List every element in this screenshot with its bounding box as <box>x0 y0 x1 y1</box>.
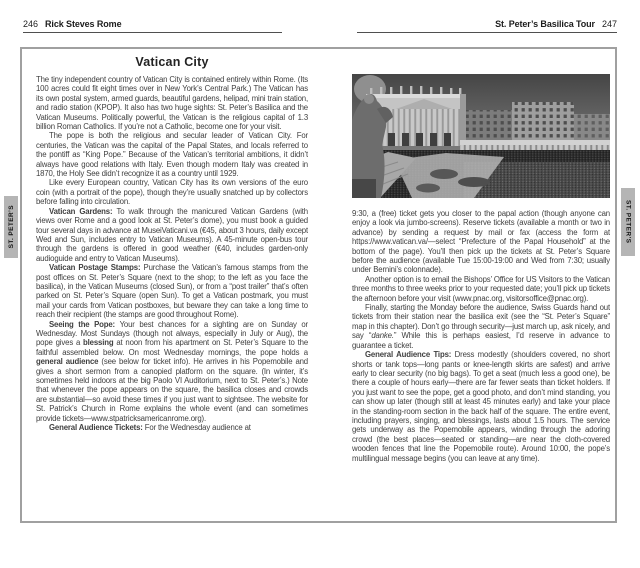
paragraph: The tiny independent country of Vatican City is contained entirely within Rome. (Its 100 acres could fit eight times over in New York’s Central Park.) The Vatican has its own postal system, armed guards, beautiful gardens, helipad, mini train station, and radio station (KPOP). It also has two huge sights: St. Peter’s Basilica and the Vatican Museums. Politically powerful, the Vatican is the religious capital of 1.3 billion Roman Catholics. If you’re not a Catholic, become one for your visit. <box>36 75 308 132</box>
header-left <box>23 19 121 29</box>
paragraph: The pope is both the religious and secular leader of Vatican City. For centuries, the Vatican was the capital of the Papal States, and locals referred to the pontiff as “King Pope.” Because of the Vatican’s territorial ambitions, it didn’t always have good relations with Italy. Even though modern Italy was created in 1870, the Holy See didn’t recognize it as a country until 1929. <box>36 131 308 179</box>
paragraph: 9:30, a (free) ticket gets you closer to the papal action (though anyone can enjoy a look via jumbo-screens). Reserve tickets (available a month or two in advance) by sending a request by mail or fax (access the form at https://www.vatican.va/—select “Prefecture of the Papal Household” at the bottom of the page). You’ll then pick up the tickets at St. Peter’s Square before the audience (available Tue 15:00-19:00 and Wed from 7:30; usually under Bernini’s colonnade). <box>352 209 610 275</box>
book-title: Rick Steves Rome <box>45 19 122 29</box>
left-text-column <box>36 75 308 513</box>
chapter-tab-left <box>4 196 18 258</box>
header-right <box>495 19 617 29</box>
paragraph: Another option is to email the Bishops’ Office for US Visitors to the Vatican three months to three weeks prior to your requested date; you’ll pick up tickets the afternoon before your visit (www.pnac.org, visitorsoffice@pnac.org). <box>352 274 610 303</box>
chapter-tab-label: ST. PETER’S <box>7 205 15 249</box>
st-peters-square-audience-photo <box>352 74 610 198</box>
paragraph: Like every European country, Vatican City has its own versions of the euro coin (with a portrait of the pope), though they’re usually snatched up by collectors before falling into circulation. <box>36 178 308 207</box>
header-rule-right <box>357 32 617 33</box>
paragraph: Vatican Gardens: To walk through the manicured Vatican Gardens (with views over Rome and a good look at St. Peter’s dome), you must book a guided tour several days in advance at MuseiVaticani.va (€45, about 3 hours, daily except Wed and Sun, includes entry to Vatican Museums). A 45-minute open-bus tour through the gardens is offered in good weather (€40, includes garden-only audioguide and entry to Vatican Museums). <box>36 206 308 263</box>
chapter-title: St. Peter’s Basilica Tour <box>495 19 595 29</box>
right-text-column <box>352 209 610 515</box>
paragraph: General Audience Tickets: For the Wednesday audience at <box>49 423 251 433</box>
chapter-tab-right <box>621 188 635 256</box>
page-number-left: 246 <box>23 19 39 29</box>
paragraph: Finally, starting the Monday before the audience, Swiss Guards hand out tickets from their station near the basilica exit (see the “St. Peter’s Square” map in this chapter). Don’t go through security—just march up, ask nicely, and say “danke.” While this is perhaps easiest, I’d reserve in advance to guarantee a ticket. <box>352 303 610 350</box>
sidebar-title: Vatican City <box>135 55 209 69</box>
paragraph: Vatican Postage Stamps: Purchase the Vatican’s famous stamps from the post offices on St. Peter’s Square (next to the shop; to the left as you face the basilica), in the Vatican Museums (closed Sun), or from a “post trailer” that’s often parked on St. Peter’s Square (open Sun). To get a Vatican postmark, you must mail your cards from Vatican postboxes, but beware they can take a long time to reach their recipient (the stamps are good throughout Rome). <box>36 263 308 320</box>
paragraph: Seeing the Pope: Your best chances for a sighting are on Sunday or Wednesday. Most Sundays (though not always, especially in July or Aug), the pope gives a blessing at noon from his apartment on St. Peter’s Square to the faithful assembled below. On most Wednesday mornings, the pope holds a general audience (see below for ticket info). He arrives in his Popemobile and gives a short sermon from a canopied platform on the square. (In winter, it’s sometimes held indoors at the big Paolo VI Auditorium, next to St. Peter’s.) Note that whenever the pope appears on the square, the basilica closes and crowds are substantial—so avoid these times if you just want to sightsee. The website for St. Patrick’s Church in Rome explains the whole event (and can sometimes provide tickets—www.stpatricksamericanrome.org). <box>36 319 308 423</box>
header-rule-left <box>23 32 282 33</box>
paragraph: General Audience Tips: Dress modestly (shoulders covered, no short shorts or tank tops—long pants or knee-length skirts are safest) and arrive early to clear security (no big bags). To get a seat (much less a good one), be there a couple of hours early—there are far fewer seats than ticket holders. If you just want to see the pope, get a good photo, and don’t mind standing, you can show up later (though still at least 45 minutes early) and take your place in the standing-room section in the back half of the square. The entire event, including prayers, singing, and blessings, lasts about 1.5 hours. The service gets underway as the Popemobile appears, winding through the adoring crowd (the best places—seated or standing—are near the cloth-covered wooden fences that line the Popemobile route). Around 10:00, the pope’s multilingual message begins (you can leave at any time). <box>352 350 610 463</box>
chapter-tab-label: ST. PETER’S <box>624 200 632 244</box>
page-number-right: 247 <box>601 19 617 29</box>
